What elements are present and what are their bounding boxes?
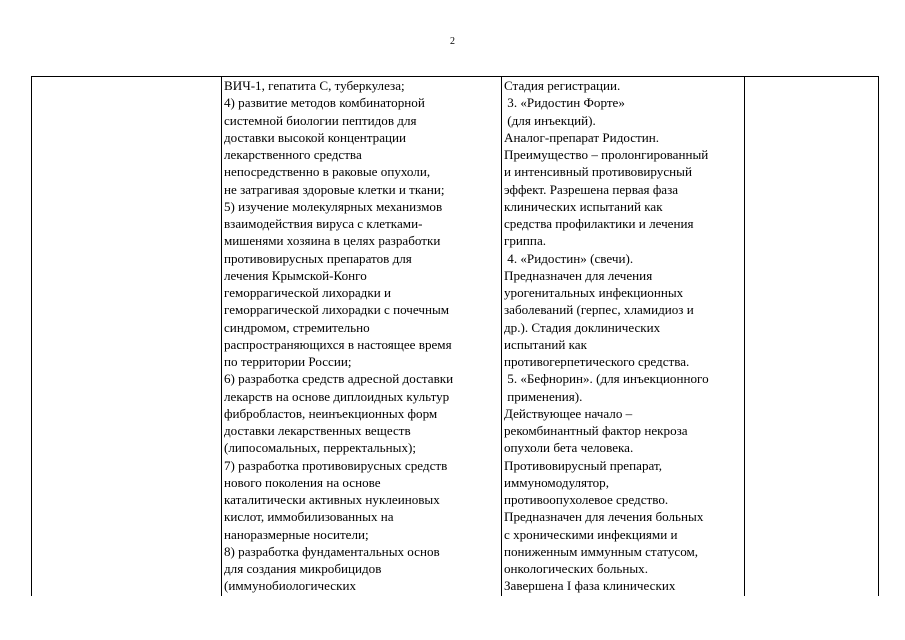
text-line: кислот, иммобилизованных на <box>224 509 394 525</box>
text-line: 4. «Ридостин» (свечи). <box>504 250 634 266</box>
text-line: онкологических больных. <box>504 561 648 576</box>
table-cell-col3 <box>502 77 745 596</box>
text-line: системной биологии пептидов для <box>224 112 417 128</box>
text-line: мишенями хозяина в целях разработки <box>224 233 441 249</box>
text-line: Преимущество – пролонгированный <box>504 147 709 162</box>
text-line: др.). Стадия доклинических <box>504 319 661 335</box>
text-line: распространяющихся в настоящее время <box>224 336 452 352</box>
text-line: фибробластов, неинъекционных форм <box>224 405 438 421</box>
text-line: противоопухолевое средство. <box>504 492 669 507</box>
text-line: для создания микробицидов <box>224 561 382 576</box>
text-line: 5) изучение молекулярных механизмов <box>224 198 443 214</box>
text-line: Предназначен для лечения больных <box>504 509 704 525</box>
text-line: Аналог-препарат Ридостин. <box>504 129 660 145</box>
text-line: (иммунобиологических <box>224 578 356 594</box>
text-line: Предназначен для лечения <box>504 267 653 283</box>
text-line: геморрагической лихорадки с почечным <box>224 302 450 318</box>
text-line: испытаний как <box>504 336 587 352</box>
cell-text-col3 <box>502 77 744 595</box>
text-line: (липосомальных, перректальных); <box>224 440 416 456</box>
text-line: геморрагической лихорадки и <box>224 285 391 300</box>
text-line: 6) разработка средств адресной доставки <box>224 371 454 387</box>
text-line: урогенитальных инфекционных <box>504 285 684 300</box>
text-line: опухоли бета человека. <box>504 440 634 456</box>
table-cell-col1 <box>32 77 222 596</box>
text-line: пониженным иммунным статусом, <box>504 543 699 559</box>
text-line: 8) разработка фундаментальных основ <box>224 543 440 559</box>
text-line: нового поколения на основе <box>224 474 381 490</box>
text-line: лекарств на основе диплоидных культур <box>224 388 450 404</box>
text-line: ВИЧ-1, гепатита С, туберкулеза; <box>224 78 405 93</box>
table-cell-col2 <box>222 77 502 596</box>
text-line: эффект. Разрешена первая фаза <box>504 181 679 197</box>
text-line: по территории России; <box>224 354 352 369</box>
document-table <box>31 76 879 596</box>
page-number: 2 <box>450 36 455 47</box>
text-line: каталитически активных нуклеиновых <box>224 492 440 507</box>
text-line: противовирусных препаратов для <box>224 250 412 266</box>
text-line: 4) развитие методов комбинаторной <box>224 95 425 111</box>
text-line: синдромом, стремительно <box>224 319 370 335</box>
text-line: клинических испытаний как <box>504 198 663 214</box>
text-line: взаимодействия вируса с клетками- <box>224 216 423 231</box>
text-line: наноразмерные носители; <box>224 526 369 542</box>
text-line: рекомбинантный фактор некроза <box>504 423 688 438</box>
text-line: Действующее начало – <box>504 405 633 421</box>
text-line: противогерпетического средства. <box>504 354 690 369</box>
text-line: лекарственного средства <box>224 147 362 162</box>
text-line: 7) разработка противовирусных средств <box>224 457 448 473</box>
text-line: и интенсивный противовирусный <box>504 164 692 180</box>
text-line: лечения Крымской-Конго <box>224 267 367 283</box>
text-line: 5. «Бефнорин». (для инъекционного <box>504 371 709 387</box>
text-line: (для инъекций). <box>504 112 596 128</box>
text-line: 3. «Ридостин Форте» <box>504 95 625 111</box>
text-line: иммуномодулятор, <box>504 474 609 490</box>
text-line: доставки лекарственных веществ <box>224 423 411 438</box>
text-line: доставки высокой концентрации <box>224 129 407 145</box>
text-line: с хроническими инфекциями и <box>504 526 678 542</box>
text-line: непосредственно в раковые опухоли, <box>224 164 431 180</box>
text-line: применения). <box>504 388 583 404</box>
text-line: гриппа. <box>504 233 547 249</box>
text-line: Стадия регистрации. <box>504 78 621 93</box>
text-line: заболеваний (герпес, хламидиоз и <box>504 302 694 318</box>
table-cell-col4 <box>745 77 878 596</box>
text-line: Противовирусный препарат, <box>504 457 662 473</box>
text-line: не затрагивая здоровые клетки и ткани; <box>224 181 445 197</box>
text-line: средства профилактики и лечения <box>504 216 694 231</box>
text-line: Завершена I фаза клинических <box>504 578 676 594</box>
cell-text-col2 <box>222 77 501 595</box>
